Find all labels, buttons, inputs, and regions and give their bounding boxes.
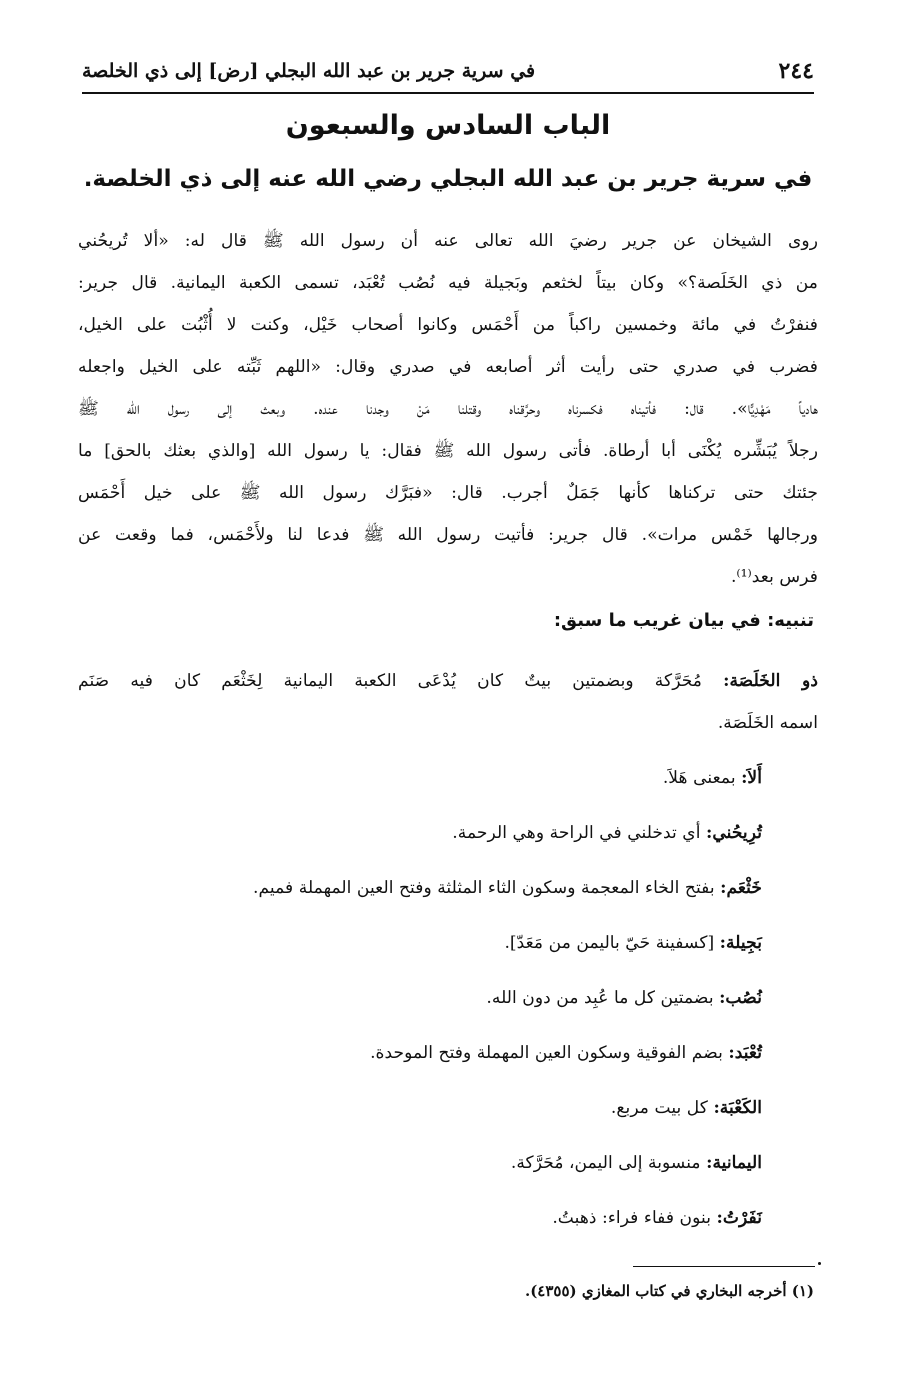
gloss-line: اسمه الخَلَصَة.: [717, 713, 818, 733]
definition-text: بمعنى هَلاَ.: [662, 768, 742, 788]
definition-term: نُصُب:: [719, 988, 762, 1008]
body-line: من ذي الخَلَصة؟» وكان بيتاً لخثعم وبَجيلة فيه نُصُب تُعْبَد، تسمى الكعبة اليمانية. قال جرير:: [78, 273, 818, 293]
definition-text: منسوبة إلى اليمن، مُحَرَّكة.: [510, 1153, 707, 1173]
definitions-list: [82, 760, 762, 1255]
definition-item: [82, 870, 762, 925]
gloss-term: ذو الخَلَصَة:: [723, 671, 818, 691]
footnote: (١) أخرجه البخاري في كتاب المغازي (٤٣٥٥).: [524, 1282, 814, 1300]
definition-text: بنون ففاء فراء: ذهبتُ.: [552, 1208, 717, 1228]
definition-term: تُرِيحُني:: [705, 823, 762, 843]
gloss-text: مُحَرَّكة وبضمتين بيتٌ كان يُدْعَى الكعبة اليمانية لِخَثْعَم كان فيه صَنَم: [78, 671, 724, 691]
definition-text: [كسفينة حَيّ باليمن من مَعَدّ].: [504, 933, 720, 953]
definition-item: [82, 760, 762, 815]
definition-term: اليمانية:: [706, 1153, 762, 1173]
chapter-subtitle: في سرية جرير بن عبد الله البجلي رضي الله عنه إلى ذي الخلصة.: [83, 166, 813, 192]
definition-term: نَفَرْتُ:: [716, 1208, 762, 1228]
definition-text: كل بيت مربع.: [610, 1098, 714, 1118]
definition-text: بفتح الخاء المعجمة وسكون الثاء المثلثة وفتح العين المهملة فميم.: [253, 878, 721, 898]
definition-item: [82, 1035, 762, 1090]
definition-item: [82, 1090, 762, 1145]
definition-term: تُعْبَد:: [728, 1043, 762, 1063]
page-number: ٢٤٤: [778, 58, 814, 84]
definition-item: [82, 1145, 762, 1200]
running-title: في سرية جرير بن عبد الله البجلي [رض] إلى ذي الخلصة: [82, 60, 536, 82]
body-line: ورجالها خَمْس مرات». قال جرير: فأتيت رسول الله ﷺ فدعا لنا ولأَحْمَس، فما وقعت عن: [78, 525, 818, 545]
footnote-separator: [633, 1266, 815, 1267]
page-header: [82, 50, 814, 94]
hadith-paragraph: [78, 220, 818, 598]
definition-term: خَثْعَم:: [720, 878, 762, 898]
gloss-paragraph: [78, 660, 818, 744]
definition-text: أي تدخلني في الراحة وهي الرحمة.: [452, 823, 706, 843]
chapter-title: الباب السادس والسبعون: [285, 110, 611, 141]
definition-item: [82, 1200, 762, 1255]
body-line: فضرب في صدري حتى رأيت أثر أصابعه في صدري وقال: «اللهم ثَبِّته على الخيل واجعله: [78, 357, 818, 377]
body-line: رجلاً يُبَشِّره يُكْنَى أبا أرطاة. فأتى رسول الله ﷺ فقال: يا رسول الله [والذي بعثك بالحق] ما: [78, 441, 818, 461]
definition-term: بَجِيلة:: [719, 933, 762, 953]
definition-text: بضم الفوقية وسكون العين المهملة وفتح الموحدة.: [370, 1043, 729, 1063]
definition-item: [82, 815, 762, 870]
body-line: فرس بعد⁽¹⁾.: [730, 567, 818, 587]
definition-term: الكَعْبَة:: [713, 1098, 762, 1118]
definition-item: [82, 925, 762, 980]
definition-item: [82, 980, 762, 1035]
definition-text: بضمتين كل ما عُبِد من دون الله.: [486, 988, 720, 1008]
definition-term: أَلاَ:: [741, 768, 762, 788]
body-line: هادياً مَهْدِيًّا». قال: فأتيناه فكسرناه وحرَّقناه وقتلنا مَنْ وجدنا عنده. وبعث إلى رسول الله ﷺ: [78, 399, 818, 419]
notice-heading: تنبيه: في بيان غريب ما سبق:: [553, 610, 814, 631]
body-line: روى الشيخان عن جرير رضيَ الله تعالى عنه أن رسول الله ﷺ قال له: «ألا تُريحُني: [78, 231, 818, 251]
body-line: جئتك حتى تركناها كأنها جَمَلٌ أجرب. قال: «فبَرَّك رسول الله ﷺ على خيل أَحْمَس: [78, 483, 818, 503]
body-line: فنفرْتُ في مائة وخمسين راكباً من أَحْمَس وكانوا أصحاب خَيْل، وكنت لا أُثْبُت على الخيل،: [78, 315, 818, 335]
footnote-mark-dot: [818, 1262, 821, 1265]
gloss-line: [78, 660, 818, 702]
